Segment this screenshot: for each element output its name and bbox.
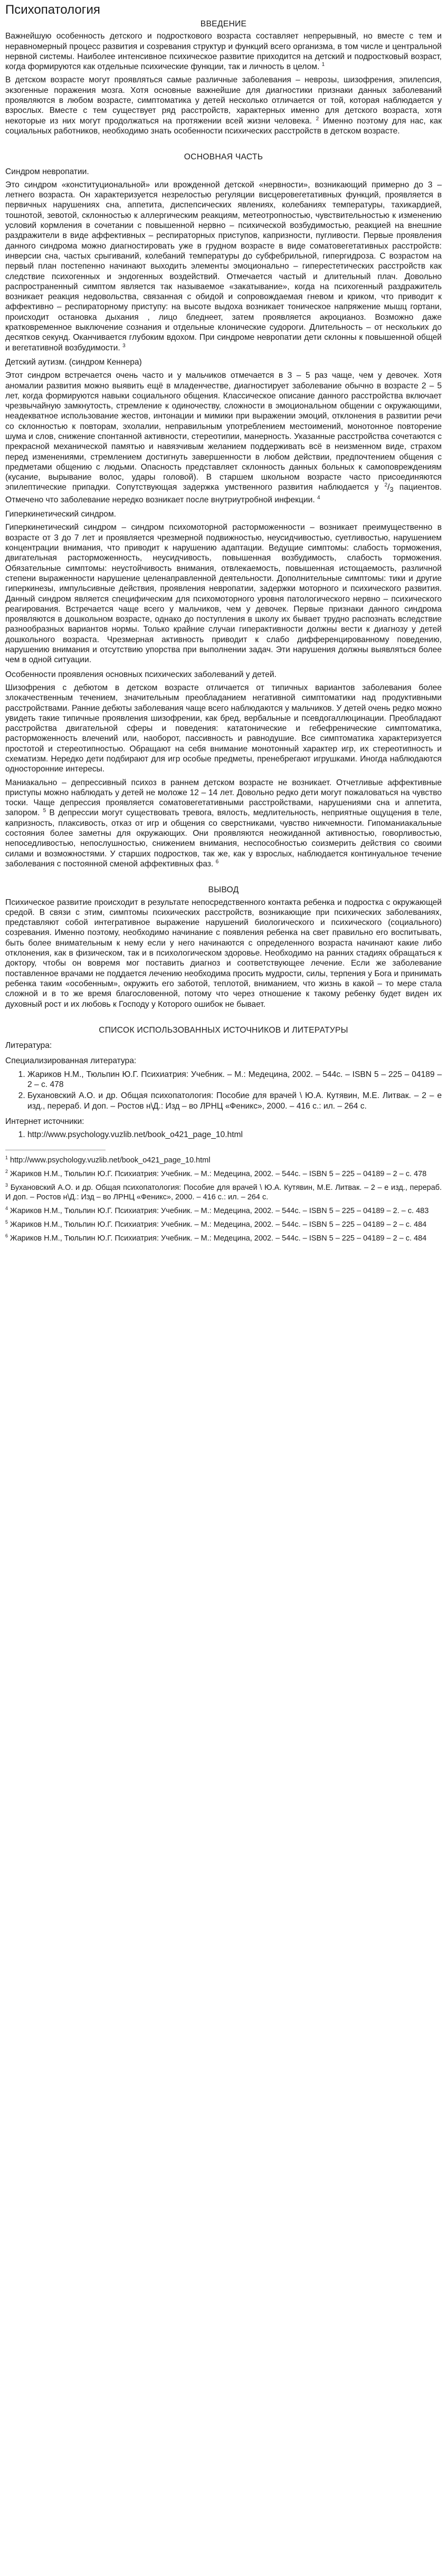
- subsection-title: Особенности проявления основных психических заболеваний у детей.: [5, 670, 277, 679]
- footnote-ref[interactable]: 4: [317, 494, 320, 501]
- document-title: Психопатология: [5, 3, 100, 17]
- footnote-number: 6: [5, 1233, 8, 1238]
- fraction-denominator: 3: [389, 485, 394, 494]
- internet-sources-label: Интернет источники:: [5, 1117, 84, 1126]
- paragraph-text: пациентов. Отмечено что заболевание нередко возникает после внутриутробной инфекции.: [5, 483, 442, 504]
- footnote: [5, 1206, 442, 1216]
- footnote: [5, 1234, 442, 1243]
- footnote-number: 1: [5, 1155, 8, 1160]
- special-literature-label: Специализированная литература:: [5, 1056, 137, 1066]
- sources-heading: СПИСОК ИСПОЛЬЗОВАННЫХ ИСТОЧНИКОВ И ЛИТЕРАТУРЫ: [99, 1025, 348, 1035]
- intro-paragraph: [5, 31, 442, 72]
- section-paragraph: [5, 522, 442, 665]
- footnote: [5, 1220, 442, 1229]
- footnote-number: 2: [5, 1168, 8, 1174]
- main-section: [5, 152, 442, 869]
- footnote-number: 4: [5, 1205, 8, 1211]
- reference-item: 1. Жариков Н.М., Тюльпин Ю.Г. Психиатрия: Учебник. – М.: Медецина, 2002. – 544с. – ISBN 5 – 225 – 04189 – 2 – с. 478: [27, 1070, 442, 1090]
- section-paragraph: [5, 683, 442, 775]
- paragraph-text: Это синдром «конституциональной» или врожденной детской «нервности», возникающий примерно до 3 – летнего возраста. Он характеризуется незрелостью регуляции висцеровегетативных функций, проявляется в первичных нарушениях сна, аппетита, диспепсических явлениях, колебаниях температуры, тахикардией, тошнотой, зевотой, склонностью к аллергическим реакциям, метеотропностью, чувствительностью к изменению условий кормления в сочетании с повышенной нервно – психической возбудимостью, реакцией на внешние раздражители в виде аффективных – респираторных приступов, капризности, пугливости. Первые проявления данного синдрома можно диагностировать уже в грудном возрасте в виде соматовегетативных расстройств: инверсии сна, частых срыгиваний, колебаний температуры до субфебрильной, гипергидроза. С возрастом на первый план постепенно начинают выходить элементы эмоционально – гиперестетических расстройств как следствие психогенных и эндогенных воздействий. Отмечается частый и длительный плач. Довольно распространенный симптом является так называемое «закатывание», когда на психогенный раздражитель возникает реакция недовольства, связанная с обидой и сопровождаемая гневом и криком, что приводит к аффективно – респираторному приступу: на высоте выдоха возникает тоническое напряжение мышц гортани, происходит остановка дыхания , лицо бледнеет, затем проявляется акроцианоз. Возможно даже кратковременное выключение сознания и отдельные клонические судороги. Длительность – от нескольких до десятков секунд. Оканчивается глубоким вдохом. При синдроме невропатии дети склонны к повышенной общей и вегетативной возбудимости.: [5, 180, 442, 352]
- intro-section: [5, 19, 442, 136]
- literature-label: Литература:: [5, 1041, 52, 1051]
- footnote-number: 3: [5, 1182, 8, 1188]
- subsection-title: Синдром невропатии.: [5, 167, 89, 176]
- footnote-ref[interactable]: 6: [215, 858, 219, 865]
- intro-heading: ВВЕДЕНИЕ: [200, 20, 247, 28]
- footnote: [5, 1156, 442, 1165]
- conclusion-paragraph: [5, 898, 442, 1009]
- footnote-text[interactable]: http://www.psychology.vuzlib.net/book_o421_page_10.html: [10, 1156, 211, 1165]
- footnote-text: Жариков Н.М., Тюльпин Ю.Г. Психиатрия: Учебник. – М.: Медецина, 2002. – 544с. – ISBN 5 – 225 – 04189 – 2. – с. 483: [10, 1206, 429, 1215]
- footnote-ref[interactable]: 1: [321, 62, 325, 68]
- footnote-text: Жариков Н.М., Тюльпин Ю.Г. Психиатрия: Учебник. – М.: Медецина, 2002. – 544с. – ISBN 5 – 225 – 04189 – 2 – с. 478: [10, 1169, 427, 1178]
- footnote-ref[interactable]: 2: [316, 116, 319, 122]
- paragraph-text: В детском возрасте могут проявляться самые различные заболевания – неврозы, шизофрения, эпилепсия, экзогенные поражения мозга. Хотя основные важнейшие для диагностики признаки данных заболеваний проявляются в любом возрасте, симптоматика у детей несколько отличается от той, которая наблюдается у взрослых. Вместе с тем существует ряд расстройств, характерных именно для детского возраста, хотя некоторые из них могут продолжаться на протяжении всей жизни человека.: [5, 75, 442, 126]
- conclusion-section: [5, 885, 442, 1009]
- footnote-number: 5: [5, 1219, 8, 1225]
- paragraph-text: Гиперкинетический синдром – синдром психомоторной расторможенности – возникает преимущественно в возрасте от 3 до 7 лет и проявляется чрезмерной подвижностью, неусидчивостью, суетливостью, нарушением концентрации внимания, что приводит к нарушению адаптации. Ведущие симптомы: слабость торможения, двигательная расторможенность, неусидчивость, повышенная возбудимость, слабость торможения. Обязательные симптомы: неустойчивость внимания, отвлекаемость, повышенная истощаемость, различной степени выраженности нарушение целенаправленной деятельности. Дополнительные симптомы: тики и другие гиперкинезы, импульсивные действия, проявления невропатии, задержки моторного и психического развития. Данный синдром является специфическим для психомоторного уровня патологического нервно – психического реагирования. Встречается чаще всего у мальчиков, чем у девочек. Первые признаки данного синдрома проявляются в дошкольном возрасте, однако до поступления в школу их бывает трудно распознать вследствие разнообразных вариантов нормы. Только крайние случаи гиперактивности должны вести к диагнозу у детей дошкольного возраста. Чрезмерная активность приводит к слабо дифференцированному поведению, нарушению внимания и отсутствию упорства при выполнении задач. Эти нарушения должны выявляться более чем в одной ситуации.: [5, 523, 442, 665]
- paragraph-text: Шизофрения с дебютом в детском возрасте отличается от типичных вариантов заболевания более злокачественным течением, значительным преобладанием негативной симптоматики над продуктивными расстройствами. Ранние дебюты заболевания чаще всего наблюдаются у мальчиков. У детей очень редко можно увидеть такие типичные проявления шизофрении, как бред, вербальные и псевдогаллюцинации. Преобладают расстройства двигательной сферы и поведения: кататонические и гебефренические симптоматика, расторможенность влечений или, наоборот, пассивность и равнодушие. Все симптоматика характеризуется простотой и стереотипностью. Обращают на себя внимание монотонный характер игр, их стереотипность и схематизм. Нередко дети подбирают для игр особые предметы, пренебрегают игрушками. Иногда наблюдаются односторонние интересы.: [5, 683, 442, 774]
- internet-sources-list: [5, 1130, 442, 1140]
- paragraph-text: В депрессии могут существовать тревога, вялость, медлительность, неприятные ощущения в теле, капризность, плаксивость, отказ от игр и общения со сверстниками, чувство никчемности. Гипоманиакальные состояния более заметны для окружающих. Они проявляются неожиданной активностью, говорливостью, непоседливостью, непослушностью, снижением внимания, неспособностью соизмерить действия со своими силами и возможностями. У старших подростков, так же, как у взрослых, наблюдается континуальное течение заболевания с постоянной сменой аффективных фаз.: [5, 808, 442, 869]
- paragraph-text: Именно поэтому для нас, как социальных работников, необходимо знать особенности психических расстройств в детском возрасте.: [5, 116, 442, 136]
- footnotes-section: [5, 1156, 442, 1243]
- section-paragraph: [5, 778, 442, 870]
- sources-section: [5, 1025, 442, 1140]
- footnote-text: Жариков Н.М., Тюльпин Ю.Г. Психиатрия: Учебник. – М.: Медецина, 2002. – 544с. – ISBN 5 – 225 – 04189 – 2 – с. 484: [10, 1220, 427, 1229]
- footnote-ref[interactable]: 5: [43, 808, 46, 814]
- reference-link[interactable]: 1. http://www.psychology.vuzlib.net/book_o421_page_10.html: [27, 1130, 442, 1140]
- section-paragraph: Этот синдром встречается очень часто и у мальчиков отмечается в 3 – 5 раз чаще, чем у девочек. Хотя аномалии развития можно выявить ещё в младенчестве, диагностирует заболевание обычно в возрасте 2 – 5 лет, когда формируются навыки социального общения. Классическое описание данного расстройства включает чрезвычайную замкнутость, стремление к одиночеству, сложности в эмоциональном общении с окружающими, неадекватное использование жестов, интонации и мимики при выражении эмоций, отклонения в развитии речи со склонностью к повторам, эхолалии, неправильным употреблением местоимений, монотонное повторение шума и слов, снижение спонтанной активности, стереотипии, манерность. Указанные расстройства сочетаются с прекрасной механической памятью и навязчивым желанием поддерживать всё в неизменном виде, страхом перед изменениями, стремлением достигнуть завершенности в любом действии, предпочтением общения с предметами общению с людьми. Опасность представляет склонность данных больных к самоповреждениям (кусание, вырывание волос, удары головой). В старшем школьном возрасте часто присоединяются эпилептические припадки. Сопутствующая задержка умственного развития наблюдается у $^2/_3$ пациентов. Отмечено что заболевание нередко возникает после внутриутробной инфекции. $^4$: [5, 371, 442, 504]
- conclusion-heading: ВЫВОД: [208, 885, 239, 895]
- paragraph-text: Важнейшую особенность детского и подросткового возраста составляет непрерывный, но вместе с тем и неравномерный процесс развития и созревания структур и функций всего организма, в том числе и центральной нервной системы. Наиболее интенсивное психическое развитие приходится на детский и подростковый возраст, когда формируются как отдельные психические функции, так и личность в целом.: [5, 32, 442, 72]
- document-page: [0, 2, 447, 1253]
- footnote: [5, 1169, 442, 1179]
- fraction-numerator: 2: [384, 482, 388, 489]
- footnote: [5, 1183, 442, 1202]
- paragraph-text: Психическое развитие происходит в результате непосредственного контакта ребенка и подростка с окружающей средой. В связи с этим, симптомы психических расстройств, возникающие при психических заболеваниях, представляют собой интегративное выражение нарушений биологического и психического (социального) созревания. Именно поэтому, необходимо начинание с появления ребенка на свет правильно его воспитывать, быть более внимательным к нему если у него начинаются с определенного возраста начинают какие либо отклонения, как в физическом, так и в психологическом здоровье. Необходимо на ранних стадиях обращаться к доктору, чтобы он вовремя мог поставить диагноз и соответствующее лечение. Если же заболевание поставленное врачами не поддается лечению необходима просить мудрости, силы, терпения у Бога и принимать ребенка таким «особенным», окружить его заботой, теплотой, вниманием, что жизнь в какой – то мере стала сложной и в то же время благословенной, потому что через отношение к такому ребенку будет виден их духовный рост и их любовь к Господу у Которого ошибок не бывает.: [5, 898, 442, 1009]
- paragraph-text: Этот синдром встречается очень часто и у мальчиков отмечается в 3 – 5 раз чаще, чем у девочек. Хотя аномалии развития можно выявить ещё в младенчестве, диагностирует заболевание обычно в возрасте 2 – 5 лет, когда формируются навыки социального общения. Классическое описание данного расстройства включает чрезвычайную замкнутость, стремление к одиночеству, сложности в эмоциональном общении с окружающими, неадекватное использование жестов, интонации и мимики при выражении эмоций, отклонения в развитии речи со склонностью к повторам, эхолалии, неправильным употреблением местоимений, монотонное повторение шума и слов, снижение спонтанной активности, стереотипии, манерность. Указанные расстройства сочетаются с прекрасной механической памятью и навязчивым желанием поддерживать всё в неизменном виде, страхом перед изменениями, стремлением достигнуть завершенности в любом действии, предпочтением общения с предметами общению с людьми. Опасность представляет склонность данных больных к самоповреждениям (кусание, вырывание волос, удары головой). В старшем школьном возрасте часто присоединяются эпилептические припадки. Сопутствующая задержка умственного развития наблюдается у: [5, 371, 442, 492]
- subsection-title: Гиперкинетический синдром.: [5, 510, 117, 519]
- footnote-text: Жариков Н.М., Тюльпин Ю.Г. Психиатрия: Учебник. – М.: Медецина, 2002. – 544с. – ISBN 5 – 225 – 04189 – 2 – с. 484: [10, 1234, 427, 1243]
- footnote-text: Бухановский А.О. и др. Общая психопатология: Пособие для врачей \ Ю.А. Кутявин, М.Е. Литвак. – 2 – е изд., перераб. И доп. – Ростов н\Д.: Изд – во ЛРНЦ «Феникс», 2000. – 416 с.: ил. – 264 с.: [5, 1183, 442, 1201]
- intro-paragraph: [5, 75, 442, 136]
- paragraph-text: Маниакально – депрессивный психоз в раннем детском возрасте не возникает. Отчетливые аффективные приступы можно наблюдать у детей не моложе 12 – 14 лет. Довольно редко дети могут пожаловаться на чувство тоски. Чаще депрессия проявляется соматовегетативными расстройствами, нарушениями сна и аппетита, запором.: [5, 778, 442, 818]
- main-heading: ОСНОВНАЯ ЧАСТЬ: [184, 152, 263, 162]
- special-literature-list: [5, 1070, 442, 1111]
- reference-item: 2. Бухановский А.О. и др. Общая психопатология: Пособие для врачей \ Ю.А. Кутявин, М.Е. Литвак. – 2 – е изд., перераб. И доп. – Ростов н\Д.: Изд – во ЛРНЦ «Феникс», 2000. – 416 с.: ил. – 264 с.: [27, 1091, 442, 1111]
- subsection-title: Детский аутизм. (синдром Кеннера): [5, 357, 142, 367]
- footnote-ref[interactable]: 3: [122, 342, 126, 349]
- section-paragraph: [5, 180, 442, 353]
